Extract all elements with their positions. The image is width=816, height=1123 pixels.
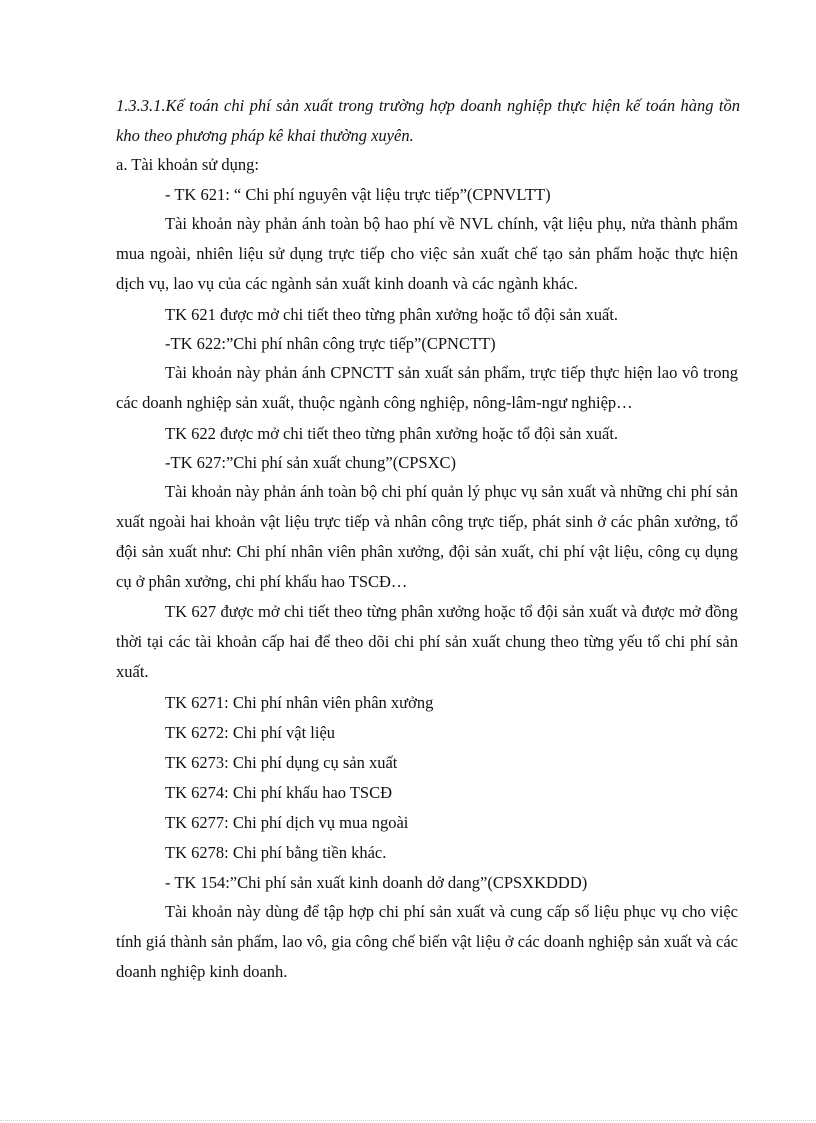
tk627-description: Tài khoản này phản ánh toàn bộ chi phí quản lý phục vụ sản xuất và những chi phí sản xuất ngoài hai khoản vật liệu trực tiếp và nhân công trực tiếp, phát sinh ở các phân xưởng, tổ đội sản xuất như: Chi phí nhân viên phân xưởng, đội sản xuất, chi phí vật liệu, công cụ dụng cụ ở phân xưởng, chi phí khấu hao TSCĐ…: [116, 482, 738, 591]
page-bottom-rule: [0, 1120, 816, 1121]
tk622-description: Tài khoản này phản ánh CPNCTT sản xuất sản phẩm, trực tiếp thực hiện lao vô trong các doanh nghiệp sản xuất, thuộc ngành công nghiệp, nông-lâm-ngư nghiệp…: [116, 363, 738, 412]
section-heading: 1.3.3.1.Kế toán chi phí sản xuất trong trường hợp doanh nghiệp thực hiện kế toán hàng tồn kho theo phương pháp kê khai thường xuyên.: [116, 96, 740, 145]
tk627-title: -TK 627:”Chi phí sản xuất chung”(CPSXC): [165, 453, 457, 472]
tk622-detail: TK 622 được mở chi tiết theo từng phân xưởng hoặc tổ đội sản xuất.: [165, 424, 619, 443]
tk627-detail: TK 627 được mở chi tiết theo từng phân xưởng hoặc tổ đội sản xuất và được mở đồng thời tại các tài khoản cấp hai để theo dõi chi phí sản xuất chung theo từng yếu tố chi phí sản xuất.: [116, 602, 738, 681]
sub-account-item: TK 6272: Chi phí vật liệu: [165, 723, 336, 742]
tk154-title: - TK 154:”Chi phí sản xuất kinh doanh dở dang”(CPSXKDDD): [165, 873, 588, 892]
sub-account-item: TK 6273: Chi phí dụng cụ sản xuất: [165, 753, 398, 772]
tk154-description: Tài khoản này dùng để tập hợp chi phí sản xuất và cung cấp số liệu phục vụ cho việc tính giá thành sản phẩm, lao vô, gia công chế biến vật liệu ở các doanh nghiệp sản xuất và các doanh nghiệp kinh doanh.: [116, 902, 738, 981]
tk622-title: -TK 622:”Chi phí nhân công trực tiếp”(CPNCTT): [165, 334, 496, 353]
sub-account-item: TK 6274: Chi phí khấu hao TSCĐ: [165, 783, 393, 802]
sub-account-item: TK 6278: Chi phí bằng tiền khác.: [165, 843, 387, 862]
tk621-detail: TK 621 được mở chi tiết theo từng phân xưởng hoặc tổ đội sản xuất.: [165, 305, 619, 324]
tk621-description: Tài khoản này phản ánh toàn bộ hao phí về NVL chính, vật liệu phụ, nửa thành phẩm mua ngoài, nhiên liệu sử dụng trực tiếp cho việc sản xuất chế tạo sản phẩm hoặc thực hiện dịch vụ, lao vụ của các ngành sản xuất kinh doanh và các ngành khác.: [116, 214, 738, 293]
tk621-title: - TK 621: “ Chi phí nguyên vật liệu trực tiếp”(CPNVLTT): [165, 185, 551, 204]
sub-account-item: TK 6271: Chi phí nhân viên phân xưởng: [165, 693, 434, 712]
section-a-label: a. Tài khoản sử dụng:: [116, 155, 259, 174]
sub-account-item: TK 6277: Chi phí dịch vụ mua ngoài: [165, 813, 409, 832]
